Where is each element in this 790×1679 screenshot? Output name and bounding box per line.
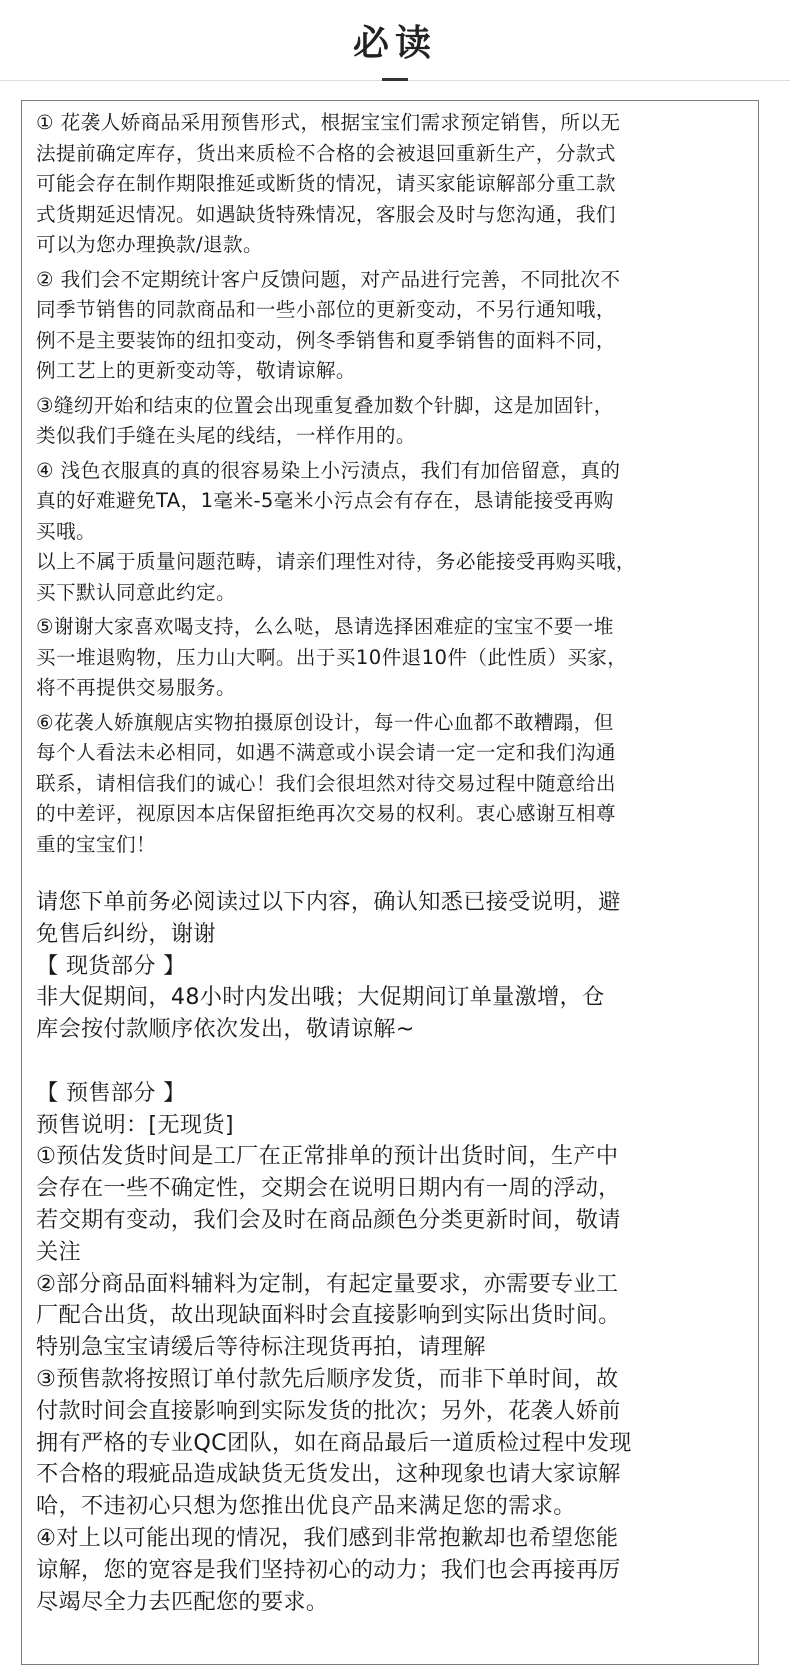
spacer xyxy=(36,1046,748,1078)
presale-item: ②部分商品面料辅料为定制，有起定量要求，亦需要专业工 厂配合出货，故出现缺面料时会直接影响到实际出货时间。 特别急宝宝请缓后等待标注现货再拍，请理解 xyxy=(36,1270,621,1361)
note-item: ③缝纫开始和结束的位置会出现重复叠加数个针脚，这是加固针， 类似我们手缝在头尾的线结，一样作用的。 xyxy=(36,393,614,447)
in-stock-text: 非大促期间，48小时内发出哦；大促期间订单量激增，仓 库会按付款顺序依次发出，敬请谅解~ xyxy=(36,984,605,1043)
note-item: ④ 浅色衣服真的真的很容易染上小污渍点，我们有加倍留意，真的 真的好难避免TA，1毫米-5毫米小污点会有存在，恳请能接受再购 买哦。 以上不属于质量问题范畴，请亲们理性对待，务必能接受再购买哦， 买下默认同意此约定。 xyxy=(36,458,636,604)
note-item: ⑤谢谢大家喜欢喝支持，么么哒，恳请选择困难症的宝宝不要一堆 买一堆退购物，压力山大啊。出于买10件退10件（此性质）买家， 将不再提供交易服务。 xyxy=(36,615,628,699)
page-header xyxy=(0,0,790,82)
presale-item: ③预售款将按照订单付款先后顺序发货，而非下单时间，故 付款时间会直接影响到实际发货的批次；另外，花袭人娇前 拥有严格的专业QC团队，如在商品最后一道质检过程中发现 不合格的瑕疵品造成缺货无货发出，这种现象也请大家谅解 哈，不违初心只想为您推出优良产品来满足您的需求。 xyxy=(36,1365,632,1520)
presale-item: ④对上以可能出现的情况，我们感到非常抱歉却也希望您能 谅解，您的宽容是我们坚持初心的动力；我们也会再接再厉 尽竭尽全力去匹配您的要求。 xyxy=(36,1524,621,1615)
notice-intro: 请您下单前务必阅读过以下内容，确认知悉已接受说明，避 免售后纠纷，谢谢 xyxy=(36,889,621,947)
note-item: ② 我们会不定期统计客户反馈问题，对产品进行完善，不同批次不 同季节销售的同款商品和一些小部位的更新变动，不另行通知哦， 例不是主要装饰的纽扣变动，例冬季销售和夏季销售的面料不同， 例工艺上的更新变动等，敬请谅解。 xyxy=(36,267,621,382)
presale-item: ①预估发货时间是工厂在正常排单的预计出货时间，生产中 会存在一些不确定性，交期会在说明日期内有一周的浮动， 若交期有变动，我们会及时在商品颜色分类更新时间，敬请 关注 xyxy=(36,1143,621,1265)
page-title: 必读 xyxy=(352,23,437,64)
presale-heading: 【 预售部分 】 xyxy=(36,1079,186,1106)
notes-list xyxy=(36,108,748,864)
presale-subtitle: 预售说明：[无现货] xyxy=(36,1111,234,1138)
note-item: ① 花袭人娇商品采用预售形式，根据宝宝们需求预定销售，所以无 法提前确定库存，货出来质检不合格的会被退回重新生产，分款式 可能会存在制作期限推延或断货的情况，请买家能谅解部分重工款 式货期延迟情况。如遇缺货特殊情况，客服会及时与您沟通，我们 可以为您办理换款/退款。 xyxy=(36,111,621,256)
shipping-notice xyxy=(36,887,748,1618)
title-underline xyxy=(382,78,408,81)
in-stock-heading: 【 现货部分 】 xyxy=(36,952,186,979)
note-item: ⑥花袭人娇旗舰店实物拍摄原创设计，每一件心血都不敢糟蹋，但 每个人看法未必相同，如遇不满意或小误会请一定一定和我们沟通 联系，请相信我们的诚心！我们会很坦然对待交易过程中随意给出 的中差评，视原因本店保留拒绝再次交易的权利。衷心感谢互相尊 重的宝宝们！ xyxy=(36,710,616,856)
